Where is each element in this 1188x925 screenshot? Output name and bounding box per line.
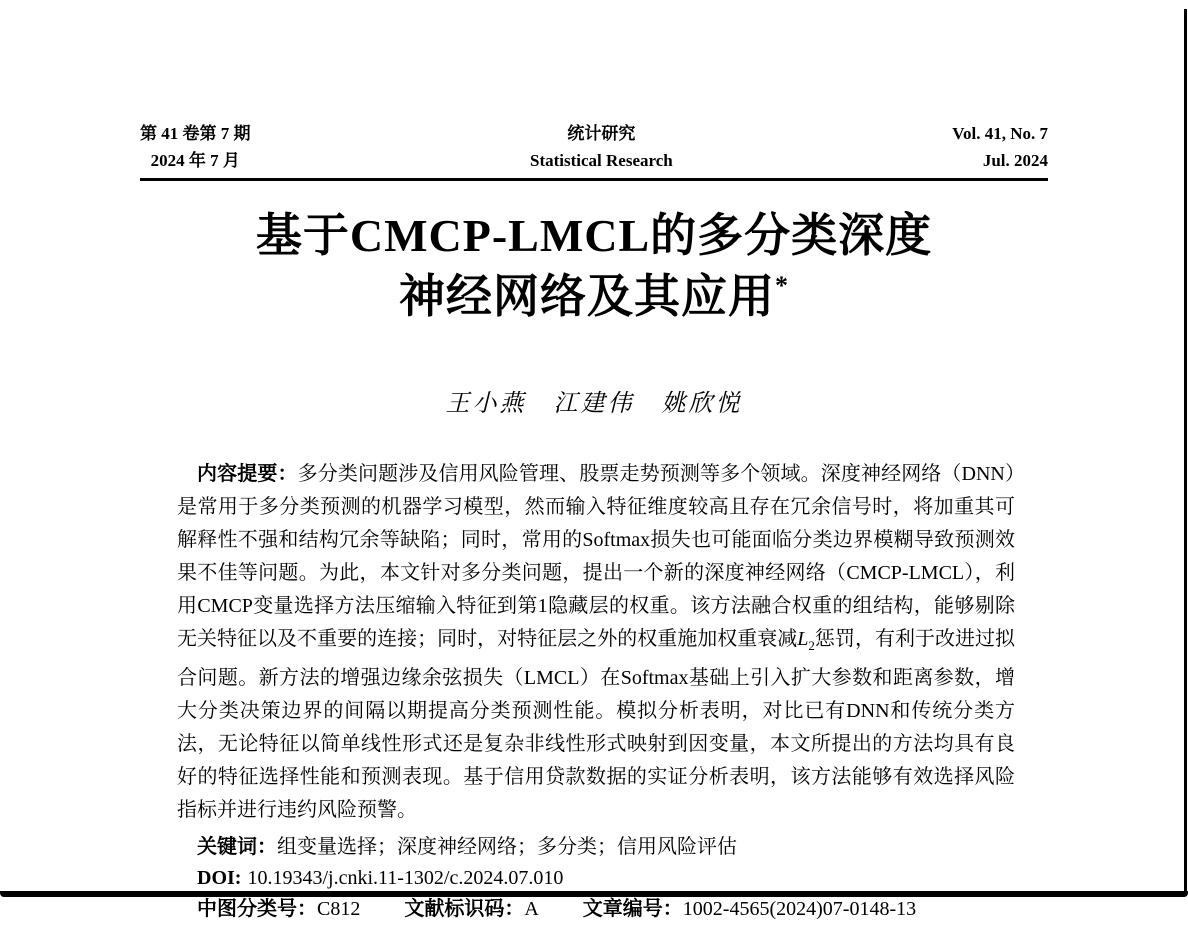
clc-value: C812 bbox=[317, 898, 361, 920]
abstract-text-part-1: 多分类问题涉及信用风险管理、股票走势预测等多个领域。深度神经网络（DNN）是常用于多分类预测的机器学习模型，然而输入特征维度较高且存在冗余信号时，将加重其可解释性不强和结构冗余等缺陷；同时，常用的Softmax损失也可能面临分类边界模糊导致预测效果不佳等问题。为此，本文针对多分类问题，提出一个新的深度神经网络（CMCP-LMCL），利用CMCP变量选择方法压缩输入特征到第1隐藏层的权重。该方法融合权重的组结构，能够剔除无关特征以及不重要的连接；同时，对特征层之外的权重施加权重衰减 bbox=[177, 463, 1015, 650]
article-id-value: 1002-4565(2024)07-0148-13 bbox=[682, 898, 917, 920]
header-date-en: Jul. 2024 bbox=[982, 151, 1048, 170]
header-center bbox=[530, 120, 673, 174]
article-title bbox=[0, 205, 1188, 327]
l2-variable: L bbox=[797, 628, 809, 650]
abstract-text-part-2: 惩罚，有利于改进过拟合问题。新方法的增强边缘余弦损失（LMCL）在Softmax基础上引入扩大参数和距离参数，增大分类决策边界的间隔以期提高分类预测性能。模拟分析表明，对比已有DNN和传统分类方法，无论特征以简单线性形式还是复杂非线性形式映射到因变量，本文所提出的方法均具有良好的特征选择性能和预测表现。基于信用贷款数据的实证分析表明，该方法能够有效选择风险指标并进行违约风险预警。 bbox=[177, 628, 1016, 821]
journal-title-en: Statistical Research bbox=[530, 151, 673, 170]
doc-code-label: 文献标识码： bbox=[404, 898, 525, 920]
l2-subscript: 2 bbox=[808, 638, 815, 653]
authors-line: 王小燕 江建伟 姚欣悦 bbox=[445, 391, 743, 417]
scan-edge-bottom bbox=[0, 891, 1188, 897]
header-volume-issue-en: Vol. 41, No. 7 bbox=[952, 124, 1048, 143]
header-divider-rule bbox=[140, 178, 1048, 181]
doc-code-value: A bbox=[524, 898, 539, 920]
title-footnote-marker: * bbox=[775, 271, 789, 300]
keywords-label: 关键词： bbox=[197, 836, 277, 858]
doi-line bbox=[177, 863, 1015, 894]
header-right bbox=[952, 120, 1048, 174]
keywords-line bbox=[177, 832, 1015, 863]
article-title-line-1: 基于CMCP-LMCL的多分类深度 bbox=[255, 210, 933, 261]
article-id-label: 文章编号： bbox=[582, 898, 683, 920]
journal-title-cn: 统计研究 bbox=[567, 124, 636, 143]
header-volume-issue-cn: 第 41 卷第 7 期 bbox=[140, 124, 251, 143]
abstract-label: 内容提要： bbox=[197, 463, 298, 485]
keywords-text: 组变量选择；深度神经网络；多分类；信用风险评估 bbox=[277, 836, 737, 858]
abstract-paragraph bbox=[177, 458, 1015, 827]
page-header bbox=[140, 120, 1048, 174]
doi-label: DOI: bbox=[197, 867, 242, 889]
classification-line bbox=[177, 894, 1015, 925]
header-date-cn: 2024 年 7 月 bbox=[150, 151, 240, 170]
scan-edge-right bbox=[1184, 9, 1187, 894]
l2-penalty-term bbox=[797, 628, 815, 653]
doi-value: 10.19343/j.cnki.11-1302/c.2024.07.010 bbox=[247, 867, 564, 889]
header-left bbox=[140, 120, 251, 174]
clc-label: 中图分类号： bbox=[197, 898, 317, 920]
article-title-line-2: 神经网络及其应用 bbox=[399, 271, 775, 322]
abstract-section bbox=[177, 458, 1015, 925]
